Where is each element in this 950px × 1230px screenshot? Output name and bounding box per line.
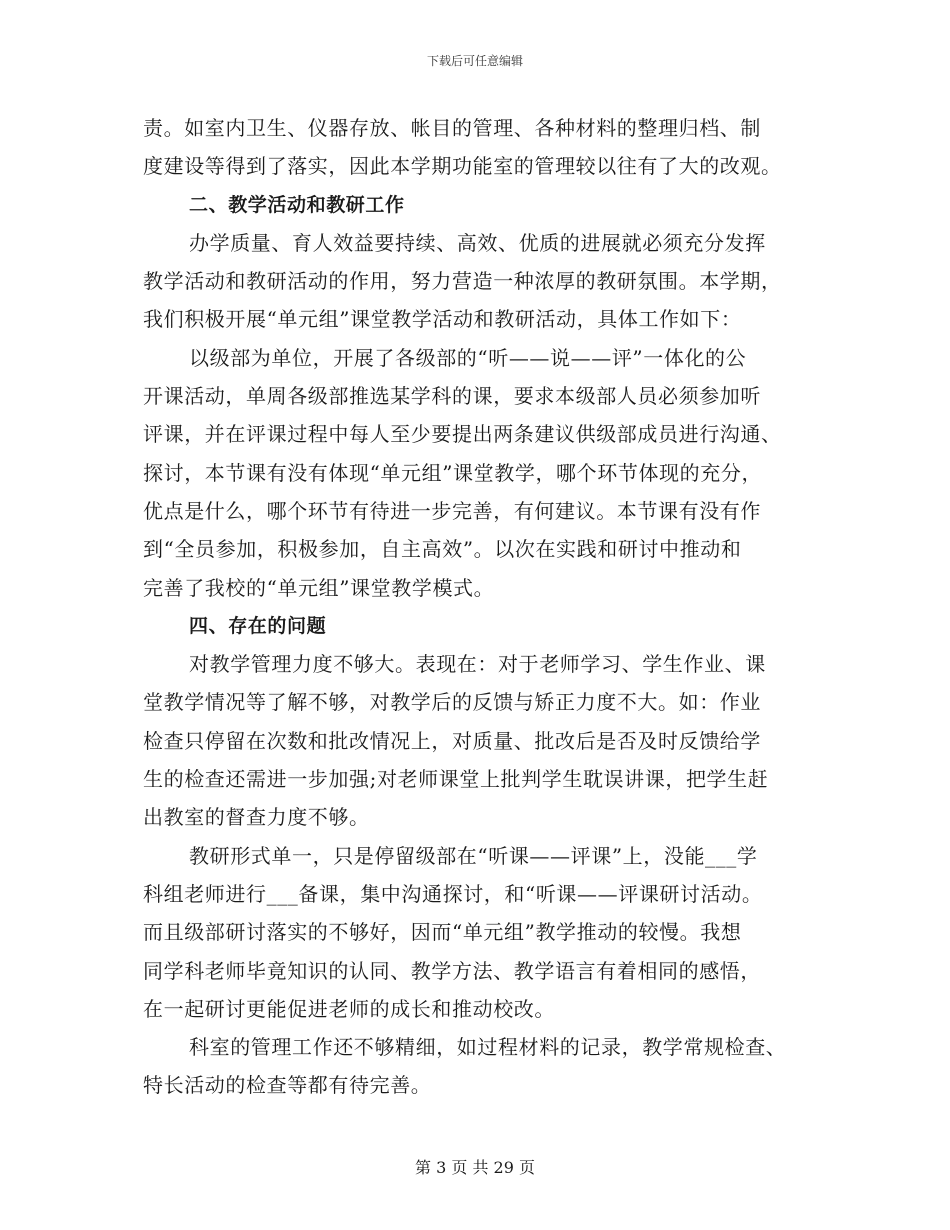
paragraph-line: 教学活动和教研活动的作用，努力营造一种浓厚的教研氛围。本学期， xyxy=(143,269,782,294)
paragraph-line: 堂教学情况等了解不够，对教学后的反馈与矫正力度不大。如：作业 xyxy=(143,690,761,715)
paragraph-line: 我们积极开展“单元组”课堂教学活动和教研活动，具体工作如下： xyxy=(143,307,742,332)
paragraph-line: 而且级部研讨落实的不够好，因而“单元组”教学推动的较慢。我想 xyxy=(143,920,742,945)
paragraph-line: 同学科老师毕竟知识的认同、教学方法、教学语言有着相同的感悟， xyxy=(143,958,761,983)
paragraph-line: 在一起研讨更能促进老师的成长和推动校改。 xyxy=(143,996,555,1021)
paragraph-line: 科组老师进行___备课，集中沟通探讨，和“听课——评课研讨活动。 xyxy=(143,881,763,906)
paragraph-line: 评课，并在评课过程中每人至少要提出两条建议供级部成员进行沟通、 xyxy=(143,422,782,447)
paragraph-line: 教研形式单一，只是停留级部在“听课——评课”上，没能___学 xyxy=(189,843,758,868)
paragraph-line: 度建设等得到了落实，因此本学期功能室的管理较以往有了大的改观。 xyxy=(143,154,782,179)
paragraph-line: 出教室的督查力度不够。 xyxy=(143,805,370,830)
paragraph-line: 优点是什么，哪个环节有待进一步完善，有何建议。本节课有没有作 xyxy=(143,498,761,523)
paragraph-line: 办学质量、育人效益要持续、高效、优质的进展就必须充分发挥 xyxy=(189,230,766,255)
section-heading-problems: 四、存在的问题 xyxy=(189,614,327,637)
document-body xyxy=(143,109,811,1105)
page-header: 下载后可任意编辑 xyxy=(426,54,523,68)
paragraph-line: 到“全员参加，积极参加，自主高效”。以次在实践和研讨中推动和 xyxy=(143,537,742,562)
paragraph-line: 生的检查还需进一步加强;对老师课堂上批判学生耽误讲课，把学生赶 xyxy=(143,767,769,792)
paragraph-line: 检查只停留在次数和批改情况上，对质量、批改后是否及时反馈给学 xyxy=(143,728,761,753)
paragraph-line: 科室的管理工作还不够精细，如过程材料的记录，教学常规检查、 xyxy=(189,1035,787,1060)
paragraph-line: 特长活动的检查等都有待完善。 xyxy=(143,1073,432,1098)
page-number: 第 3 页 共 29 页 xyxy=(415,1158,535,1177)
paragraph-line: 探讨，本节课有没有体现“单元组”课堂教学，哪个环节体现的充分， xyxy=(143,460,763,485)
paragraph-line: 开课活动，单周各级部推选某学科的课，要求本级部人员必须参加听 xyxy=(143,384,761,409)
section-heading-teaching: 二、教学活动和教研工作 xyxy=(189,193,405,216)
paragraph-line: 以级部为单位，开展了各级部的“听——说——评”一体化的公 xyxy=(189,345,747,370)
paragraph-line: 完善了我校的“单元组”课堂教学模式。 xyxy=(143,575,495,600)
paragraph-line: 责。如室内卫生、仪器存放、帐目的管理、各种材料的整理归档、制 xyxy=(143,116,761,140)
paragraph-line: 对教学管理力度不够大。表现在：对于老师学习、学生作业、课 xyxy=(189,652,766,677)
